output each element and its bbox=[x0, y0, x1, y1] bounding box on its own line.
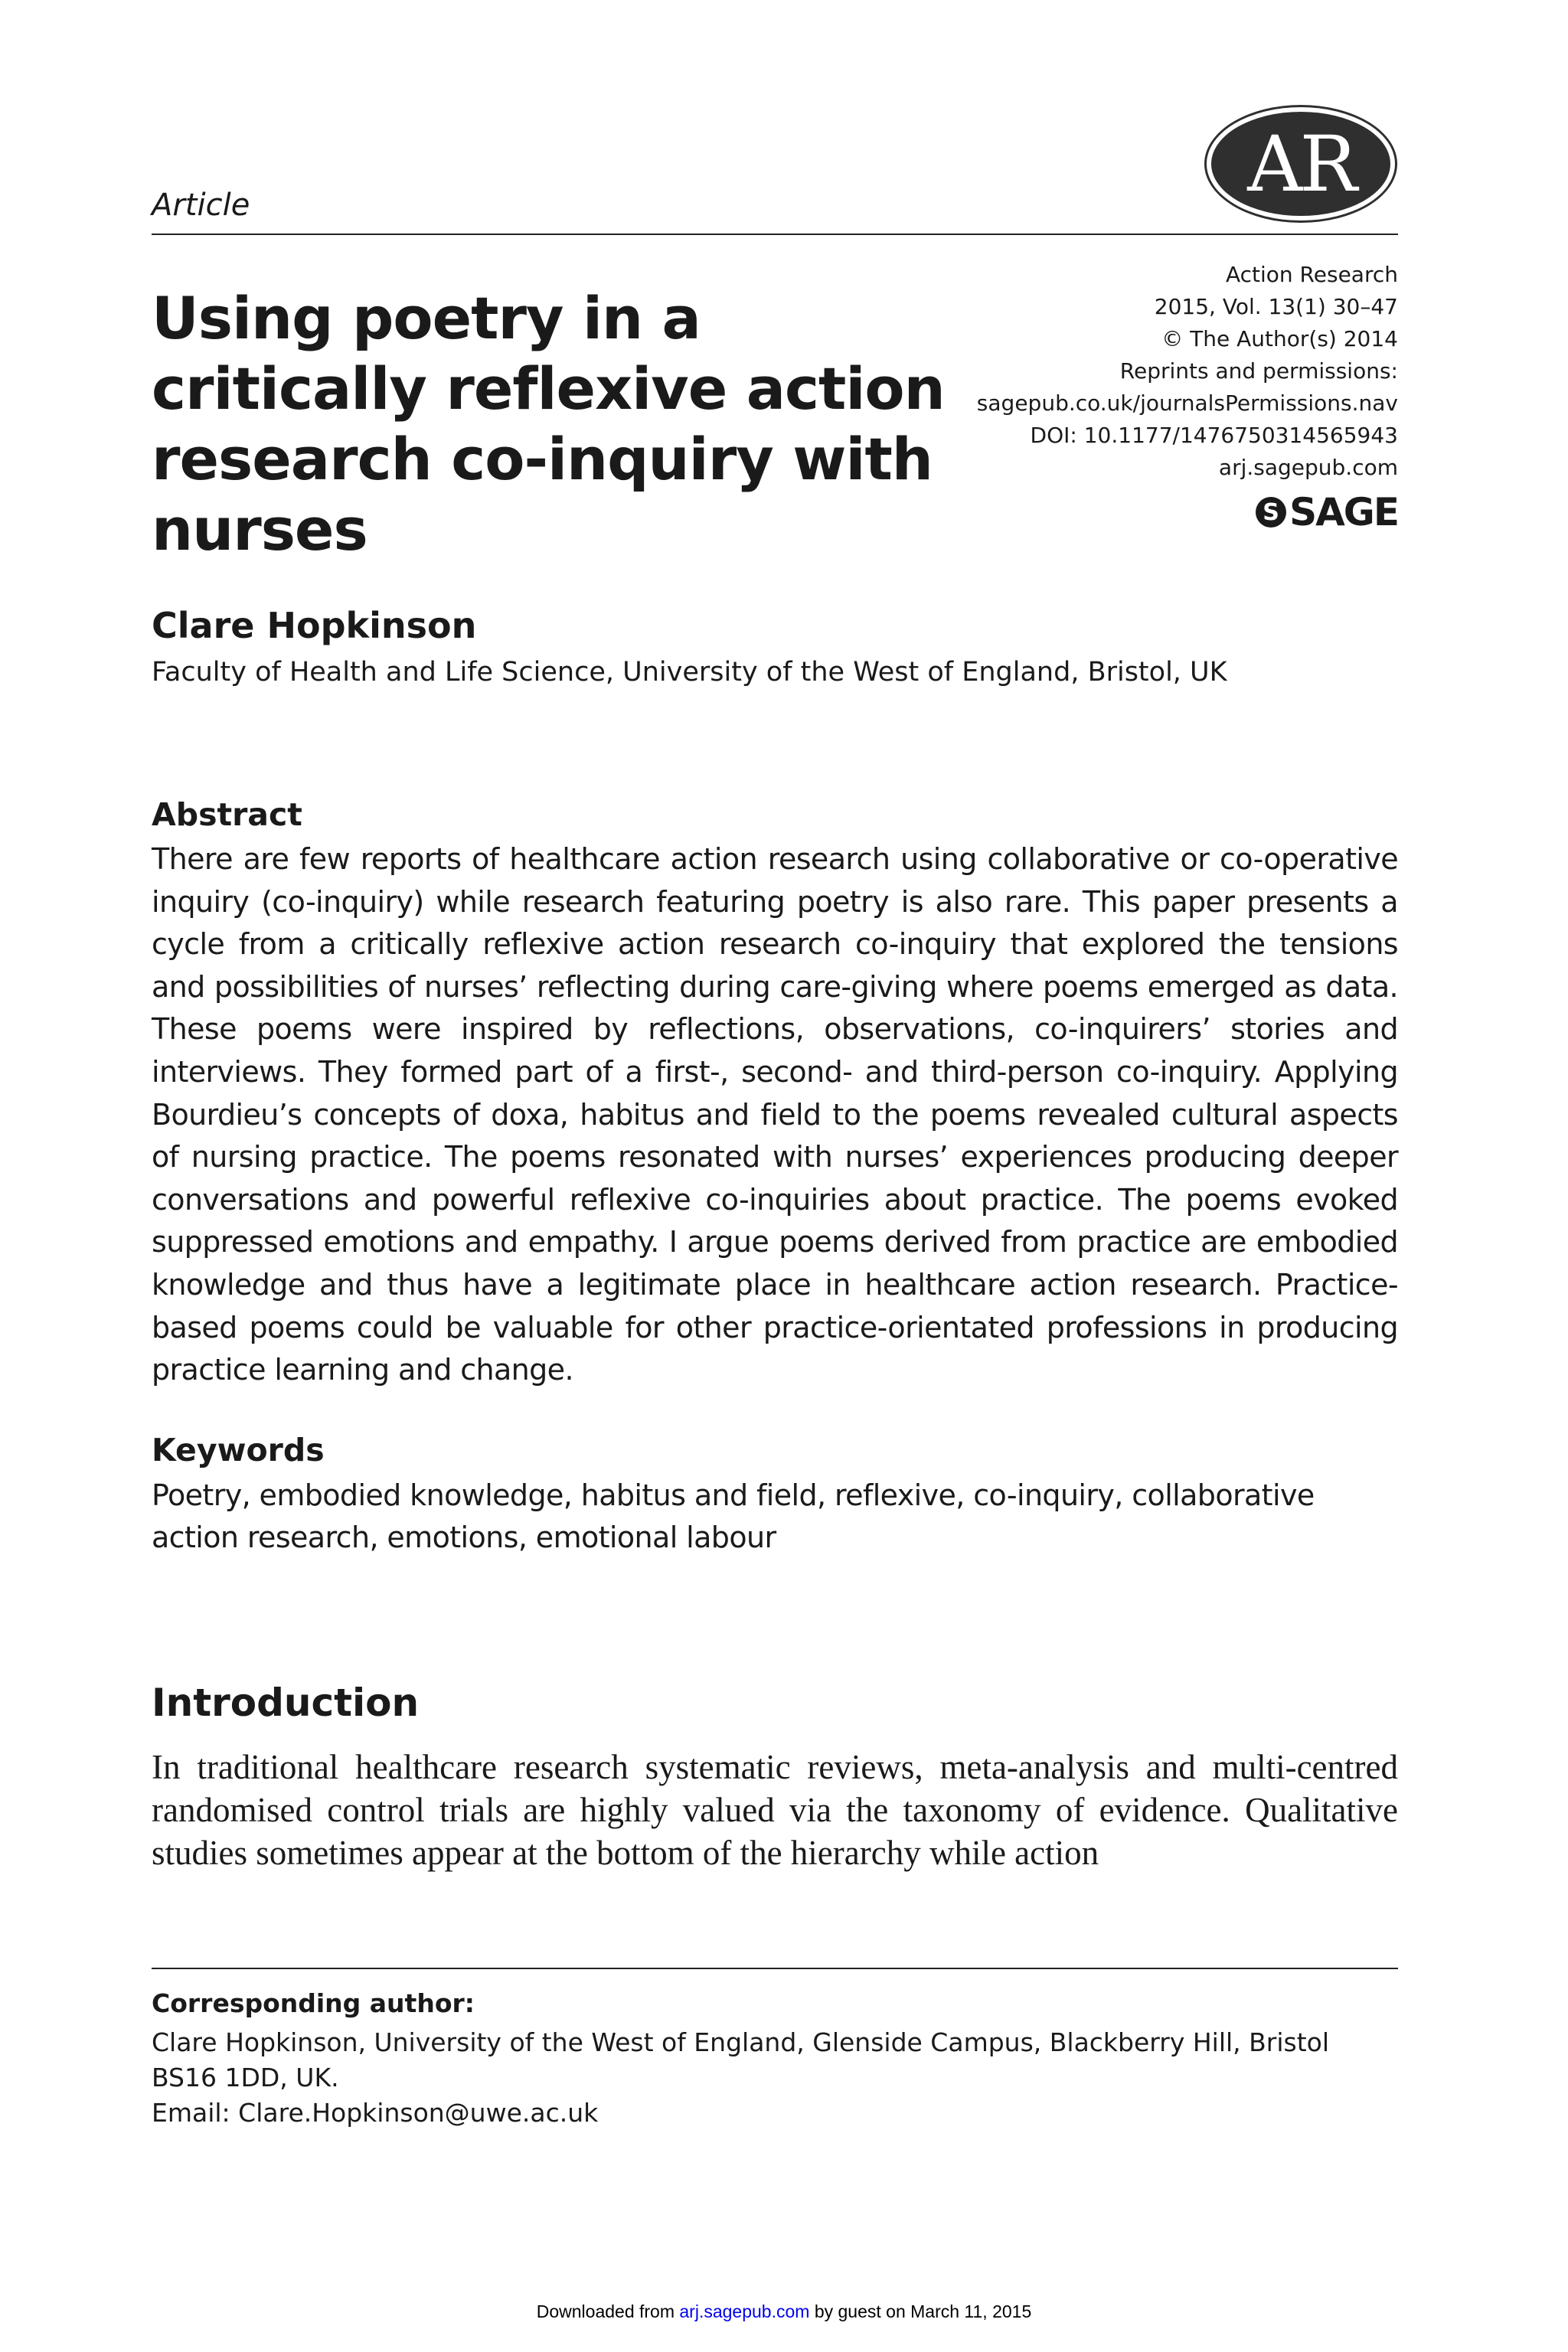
corresponding-heading: Corresponding author: bbox=[152, 1988, 475, 2018]
footer-prefix: Downloaded from bbox=[536, 2301, 680, 2321]
abstract-text: There are few reports of healthcare action research using collaborative or co-operative inquiry (co-inquiry) while research featuring poetry is also rare. This paper presents a cycle from a critically reflexive action research co-inquiry that explored the tensions and possibilities of nurses’ reflecting during care-giving where poems emerged as data. These poems were inspired by reflections, observations, co-inquirers’ stories and interviews. They formed part of a first-, second- and third-person co-inquiry. Applying Bourdieu’s concepts of doxa, habitus and field to the poems revealed cultural aspects of nursing practice. The poems resonated with nurses’ experiences producing deeper conversations and powerful reflexive co-inquiries about practice. The poems evoked suppressed emotions and empathy. I argue poems derived from practice are embodied knowledge and thus have a legitimate place in healthcare action research. Practice-based poems could be valuable for other practice-orientated professions in producing practice learning and change. bbox=[152, 842, 1398, 1387]
reprints-line: Reprints and permissions: bbox=[1119, 358, 1398, 384]
header-rule bbox=[152, 234, 1398, 235]
introduction-text: In traditional healthcare research systematic reviews, meta-analysis and multi-centred randomised control trials are highly valued via the taxonomy of evidence. Qualitative studies sometimes appear at the bottom of the hierarchy while action bbox=[152, 1748, 1398, 1872]
permissions-url[interactable]: sagepub.co.uk/journalsPermissions.nav bbox=[976, 390, 1398, 416]
abstract-heading: Abstract bbox=[152, 796, 302, 833]
footnote-rule bbox=[152, 1968, 1398, 1969]
journal-name: Action Research bbox=[1225, 262, 1398, 287]
journal-volume: 2015, Vol. 13(1) 30–47 bbox=[1154, 294, 1398, 319]
article-type-label: Article bbox=[152, 188, 250, 223]
introduction-heading: Introduction bbox=[152, 1681, 420, 1725]
keywords-heading: Keywords bbox=[152, 1432, 325, 1468]
footer-link[interactable]: arj.sagepub.com bbox=[679, 2301, 810, 2321]
footer-suffix: by guest on March 11, 2015 bbox=[809, 2301, 1032, 2321]
journal-site[interactable]: arj.sagepub.com bbox=[1218, 455, 1398, 480]
author-affiliation: Faculty of Health and Life Science, University of the West of England, Bristol, UK bbox=[152, 657, 1227, 688]
corresponding-address-1: Clare Hopkinson, University of the West of England, Glenside Campus, Blackberry Hill, Bristol bbox=[152, 2027, 1330, 2057]
sage-s-icon: S bbox=[1256, 497, 1286, 528]
author-name: Clare Hopkinson bbox=[152, 605, 477, 646]
corresponding-address-2: BS16 1DD, UK. bbox=[152, 2063, 339, 2092]
keywords-text: Poetry, embodied knowledge, habitus and field, reflexive, co-inquiry, collaborative action research, emotions, emotional labour bbox=[152, 1478, 1315, 1554]
corresponding-email[interactable]: Email: Clare.Hopkinson@uwe.ac.uk bbox=[152, 2098, 599, 2128]
doi-line[interactable]: DOI: 10.1177/1476750314565943 bbox=[1030, 423, 1398, 448]
publisher-logo bbox=[1256, 490, 1398, 534]
copyright-line: © The Author(s) 2014 bbox=[1161, 326, 1398, 351]
publisher-name: SAGE bbox=[1289, 490, 1398, 534]
corresponding-details bbox=[152, 2025, 1329, 2131]
download-footer bbox=[0, 2301, 1568, 2322]
paper-title: Using poetry in a critically reflexive action research co-inquiry with nurses bbox=[152, 284, 945, 564]
journal-logo: AR bbox=[1207, 107, 1395, 220]
journal-meta bbox=[977, 259, 1398, 484]
